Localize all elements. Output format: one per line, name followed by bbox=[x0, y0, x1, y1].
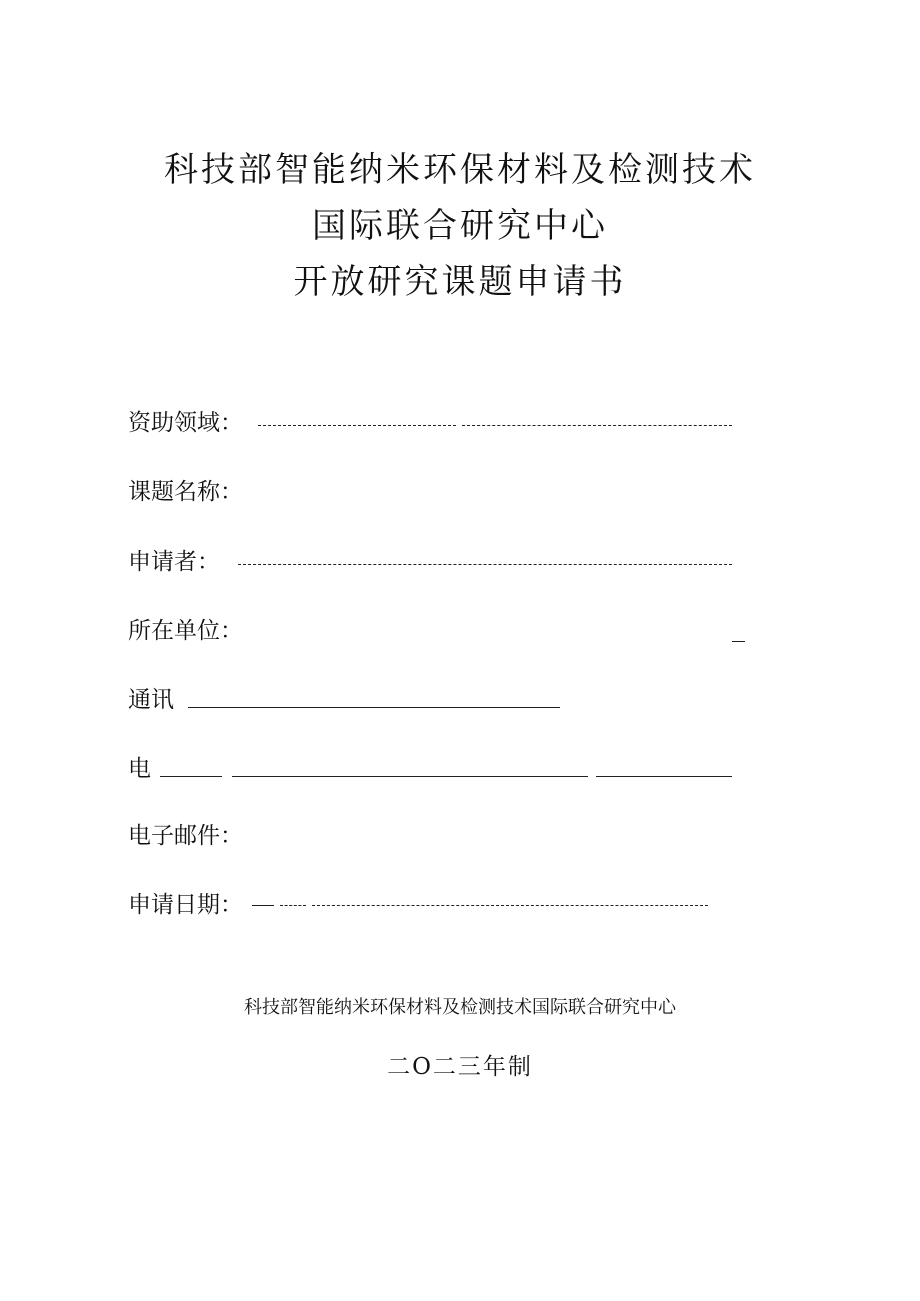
affiliation-label: 所在单位： bbox=[128, 618, 243, 644]
funding-area-label: 资助领域： bbox=[128, 410, 243, 436]
funding-area-underline-1[interactable] bbox=[258, 425, 456, 426]
applicant-label: 申请者： bbox=[128, 549, 220, 575]
apply-date-label: 申请日期： bbox=[128, 892, 243, 918]
affiliation-underline[interactable] bbox=[732, 641, 745, 642]
phone-underline-1[interactable] bbox=[160, 776, 222, 777]
applicant-underline[interactable] bbox=[238, 564, 732, 565]
applicant-field bbox=[128, 547, 768, 579]
document-title-line-1: 科技部智能纳米环保材料及检测技术 bbox=[164, 150, 756, 190]
footer-organization: 科技部智能纳米环保材料及检测技术国际联合研究中心 bbox=[244, 997, 676, 1018]
email-field bbox=[128, 821, 768, 853]
funding-area-underline-2[interactable] bbox=[462, 425, 732, 426]
phone-underline-2[interactable] bbox=[232, 776, 588, 777]
footer-year: 二O二三年制 bbox=[387, 1054, 533, 1080]
address-underline[interactable] bbox=[188, 707, 560, 708]
apply-date-underline-1[interactable] bbox=[252, 905, 274, 906]
project-name-label: 课题名称： bbox=[128, 479, 243, 505]
phone-underline-3[interactable] bbox=[596, 776, 732, 777]
address-field bbox=[128, 685, 768, 717]
apply-date-field bbox=[128, 890, 768, 922]
document-title-line-2: 国际联合研究中心 bbox=[312, 206, 608, 246]
apply-date-underline-3[interactable] bbox=[312, 905, 708, 906]
document-title-line-3: 开放研究课题申请书 bbox=[293, 262, 627, 302]
affiliation-field bbox=[128, 616, 768, 648]
email-label: 电子邮件： bbox=[128, 823, 243, 849]
funding-area-field bbox=[128, 408, 768, 440]
project-name-field bbox=[128, 477, 768, 509]
address-label: 通讯 bbox=[128, 687, 174, 713]
apply-date-underline-2[interactable] bbox=[280, 905, 306, 906]
phone-field bbox=[128, 754, 768, 786]
phone-label: 电 bbox=[128, 756, 151, 782]
